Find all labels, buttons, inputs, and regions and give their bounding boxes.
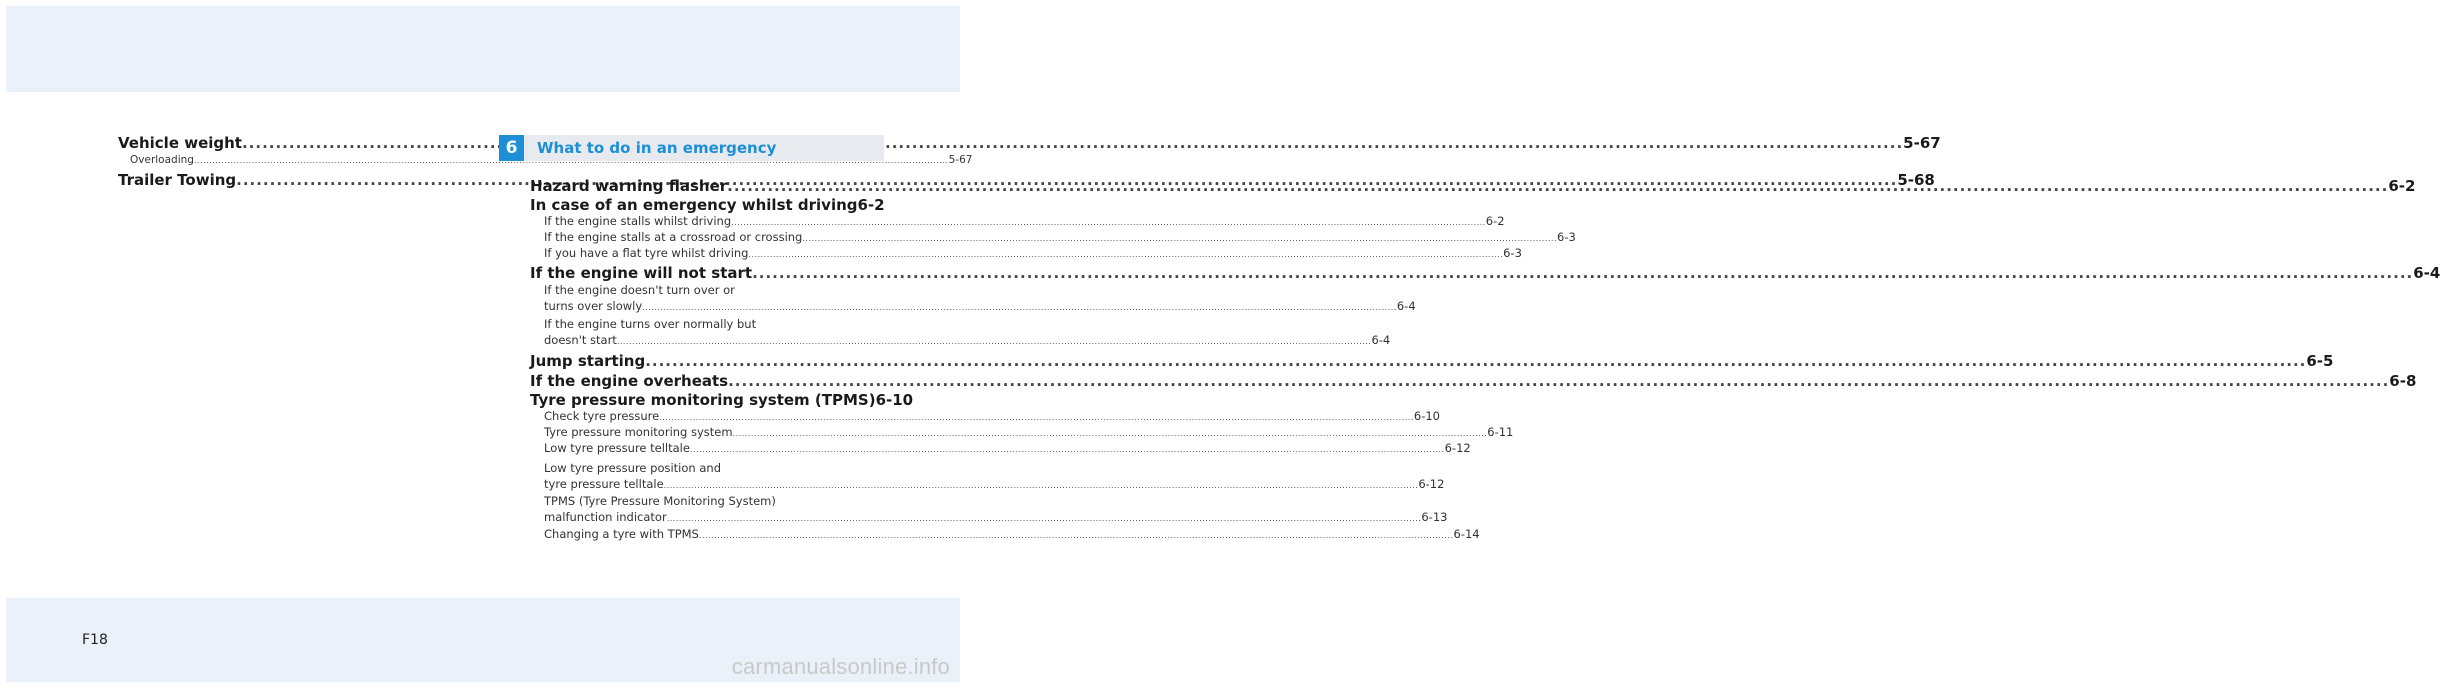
leader-dots [731,218,1486,227]
toc-entry-page: 6-13 [1421,510,1448,524]
toc-entry-engine-stalls-crossroad[interactable] [544,230,1576,246]
toc-entry-title: doesn't start [544,333,617,347]
leader-dots [659,413,1414,422]
header-band [6,6,960,92]
toc-entry-first-line: If the engine turns over normally but [544,317,757,331]
toc-entry-title: In case of an emergency whilst driving [530,196,858,214]
toc-entry-page: 6-8 [2389,372,2417,390]
toc-entry-title: Tyre pressure monitoring system (TPMS) [530,391,876,409]
toc-entry-page: 6-11 [1487,425,1514,439]
toc-entry-page: 6-3 [1557,230,1576,244]
leader-dots [727,177,2388,195]
toc-entry-low-pressure-position[interactable] [544,477,1445,493]
site-watermark: carmanualsonline.info [731,654,950,679]
section-number-badge: 6 [499,135,524,161]
toc-entry-page: 6-14 [1453,527,1480,541]
toc-entry-page: 6-5 [2306,352,2334,370]
leader-dots [802,234,1557,243]
leader-dots [690,445,1445,454]
toc-entry-low-tyre-pressure-telltale[interactable] [544,441,1471,457]
leader-dots [699,531,1454,540]
toc-entry-title: Low tyre pressure telltale [544,441,690,455]
toc-entry-page: 6-2 [857,196,885,214]
toc-entry-engine-overheats[interactable] [530,372,2417,392]
leader-dots [617,337,1372,346]
toc-entry-page: 6-3 [1503,246,1522,260]
section-title: What to do in an emergency [537,139,777,157]
leader-dots [242,134,1903,152]
toc-entry-title: turns over slowly [544,299,643,313]
toc-entry-title: If the engine will not start [530,264,753,282]
section-header [499,135,884,161]
leader-dots [748,250,1503,259]
footer-page-number: F18 [82,632,108,648]
toc-entry-title: Trailer Towing [118,171,237,189]
leader-dots [728,372,2389,390]
toc-entry-overloading[interactable] [130,154,973,170]
leader-dots [664,481,1419,490]
toc-entry-title: Vehicle weight [118,134,242,152]
toc-entry-page: 5-68 [1897,171,1935,189]
toc-entry-page: 6-4 [2413,264,2440,282]
leader-dots [642,303,1397,312]
toc-entry-first-line: Low tyre pressure position and [544,461,721,475]
toc-entry-engine-stalls-driving[interactable] [544,214,1505,230]
toc-entry-page: 5-67 [1903,134,1941,152]
toc-entry-title: malfunction indicator [544,510,667,524]
toc-entry-page: 6-2 [1485,214,1505,228]
toc-entry-page: 5-67 [948,154,973,166]
toc-entry-first-line: If the engine doesn't turn over or [544,283,735,297]
leader-dots [667,514,1422,523]
toc-entry-title: If you have a flat tyre whilst driving [544,246,749,260]
toc-entry-engine-doesnt-turn-over[interactable] [544,299,1416,315]
manual-page [6,6,2440,682]
toc-entry-page: 6-2 [2388,177,2416,195]
toc-entry-title: Overloading [130,154,194,166]
leader-dots [752,264,2413,282]
toc-entry-page: 6-12 [1444,441,1471,455]
toc-entry-title: If the engine stalls at a crossroad or crossing [544,230,803,244]
toc-entry-emergency-whilst-driving[interactable] [530,196,884,216]
toc-entry-page: 6-12 [1418,477,1445,491]
toc-entry-page: 6-4 [1371,333,1391,347]
leader-dots [645,352,2306,370]
toc-entry-check-tyre-pressure[interactable] [544,409,1440,425]
toc-entry-title: Tyre pressure monitoring system [544,425,733,439]
toc-entry-title: Hazard warning flasher [530,177,728,195]
toc-entry-page: 6-10 [875,391,914,409]
toc-entry-tpms-malfunction-indicator[interactable] [544,510,1448,526]
toc-entry-jump-starting[interactable] [530,352,2334,372]
toc-entry-flat-tyre[interactable] [544,246,1522,262]
leader-dots [733,429,1488,438]
toc-entry-page: 6-10 [1413,409,1440,423]
toc-entry-title: If the engine overheats [530,372,729,390]
toc-entry-title: Changing a tyre with TPMS [544,527,699,541]
toc-entry-changing-tyre-tpms[interactable] [544,527,1480,543]
toc-entry-tyre-pressure-monitoring-system[interactable] [544,425,1514,441]
toc-entry-engine-will-not-start[interactable] [530,264,2440,284]
toc-entry-title: If the engine stalls whilst driving [544,214,732,228]
toc-entry-title: Check tyre pressure [544,409,660,423]
toc-entry-title: Jump starting [530,352,646,370]
toc-entry-first-line: TPMS (Tyre Pressure Monitoring System) [544,494,776,508]
toc-entry-title: tyre pressure telltale [544,477,664,491]
toc-entry-page: 6-4 [1396,299,1416,313]
toc-entry-tpms[interactable] [530,391,914,411]
toc-entry-engine-turns-over-normally[interactable] [544,333,1391,349]
